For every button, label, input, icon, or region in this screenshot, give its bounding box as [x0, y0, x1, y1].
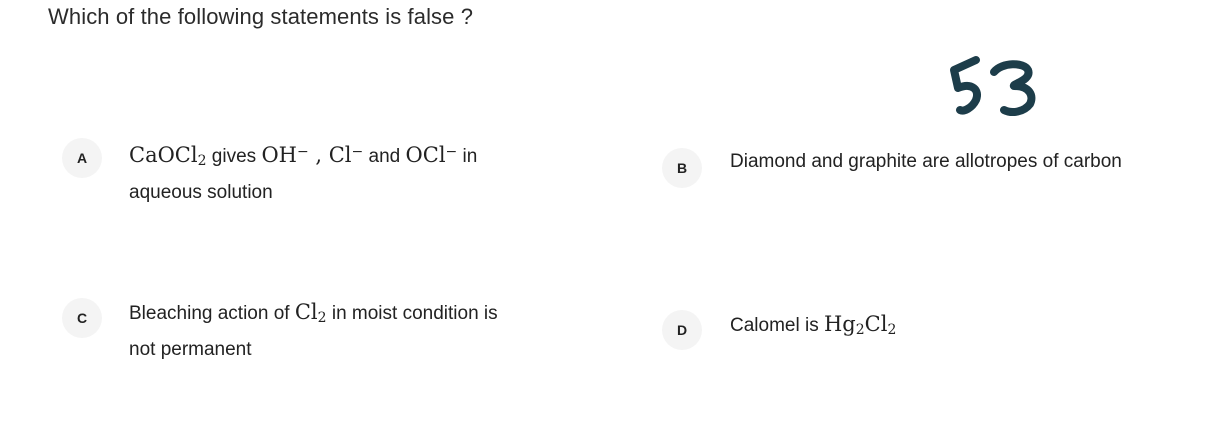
- option-b-text[interactable]: Diamond and graphite are allotropes of carbon: [730, 151, 1122, 172]
- option-c-badge[interactable]: C: [62, 298, 102, 338]
- option-a-badge[interactable]: A: [62, 138, 102, 178]
- formula-hg2cl2: $Hg_2Cl_2$: [823, 312, 897, 338]
- handwritten-annotation: [942, 50, 1052, 120]
- option-d-badge[interactable]: D: [662, 310, 702, 350]
- formula-cl2: $Cl_2$: [294, 300, 327, 326]
- option-d-text[interactable]: Calomel is $Hg_2Cl_2$: [730, 312, 897, 338]
- question-text: Which of the following statements is false ?: [48, 4, 474, 29]
- option-c-text[interactable]: Bleaching action of $Cl_2$ in moist condition is not permanent: [129, 300, 498, 360]
- option-b-badge[interactable]: B: [662, 148, 702, 188]
- handwritten-53-drawing: [942, 50, 1052, 120]
- formula-caocl2: CaOCl$_2$: [129, 143, 207, 169]
- option-a-text[interactable]: CaOCl$_2$ gives OH− , Cl− and OCl− in aqueous solution: [129, 143, 478, 203]
